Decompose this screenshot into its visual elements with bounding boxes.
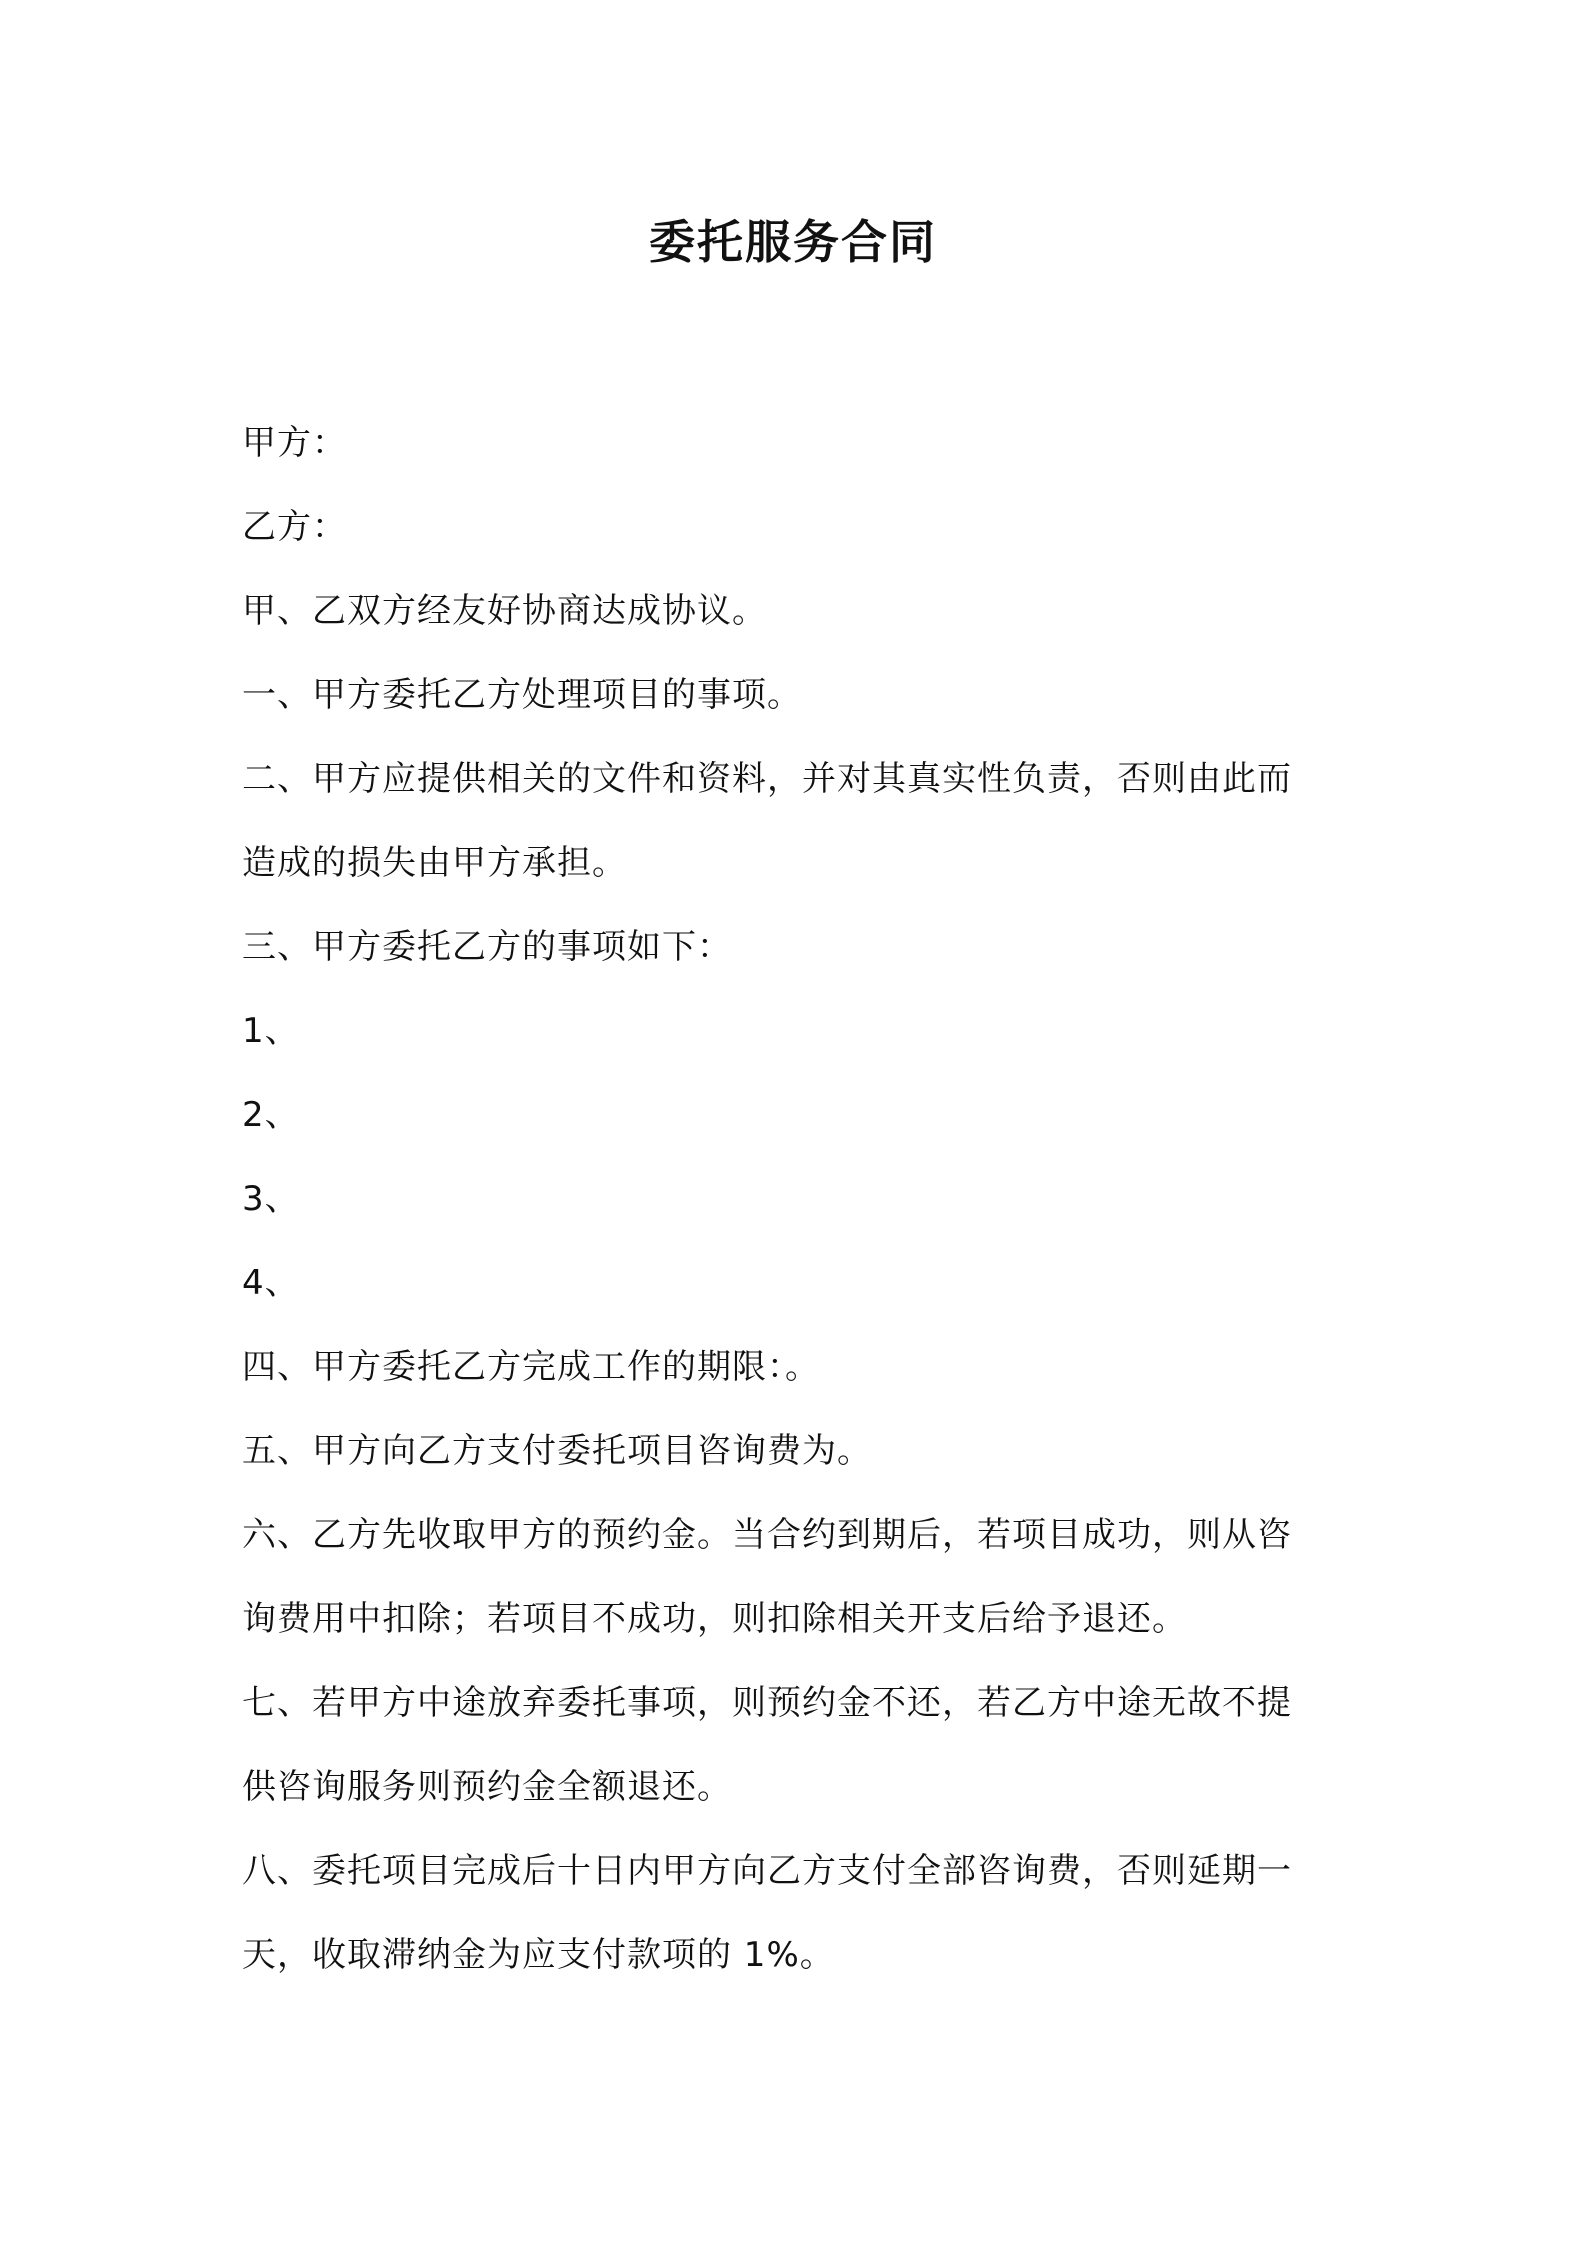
clause-5: 五、甲方向乙方支付委托项目咨询费为。 [242,1431,872,1471]
clause-3: 三、甲方委托乙方的事项如下： [242,927,732,967]
clause-6-line-1: 六、乙方先收取甲方的预约金。当合约到期后，若项目成功，则从咨 [242,1515,1292,1555]
clause-7-line-1: 七、若甲方中途放弃委托事项，则预约金不还，若乙方中途无故不提 [242,1683,1292,1723]
clause-2-line-2: 造成的损失由甲方承担。 [242,843,627,883]
agreement-intro: 甲、乙双方经友好协商达成协议。 [242,591,767,631]
document-body [242,401,1360,1997]
clause-4: 四、甲方委托乙方完成工作的期限：。 [242,1347,820,1387]
clause-3-item-3: 3、 [242,1179,300,1219]
party-b-line: 乙方： [242,507,347,547]
clause-6-line-2: 询费用中扣除；若项目不成功，则扣除相关开支后给予退还。 [242,1599,1187,1639]
clause-1: 一、甲方委托乙方处理项目的事项。 [242,675,802,715]
clause-3-item-2: 2、 [242,1095,300,1135]
clause-3-item-1: 1、 [242,1011,300,1051]
clause-2-line-1: 二、甲方应提供相关的文件和资料，并对其真实性负责，否则由此而 [242,759,1292,799]
clause-7-line-2: 供咨询服务则预约金全额退还。 [242,1767,732,1807]
clause-8-line-2: 天，收取滞纳金为应支付款项的 1%。 [242,1935,835,1975]
clause-3-item-4: 4、 [242,1263,300,1303]
party-a-line: 甲方： [242,423,347,463]
document-title: 委托服务合同 [649,215,937,269]
clause-8-line-1: 八、委托项目完成后十日内甲方向乙方支付全部咨询费，否则延期一 [242,1851,1292,1891]
